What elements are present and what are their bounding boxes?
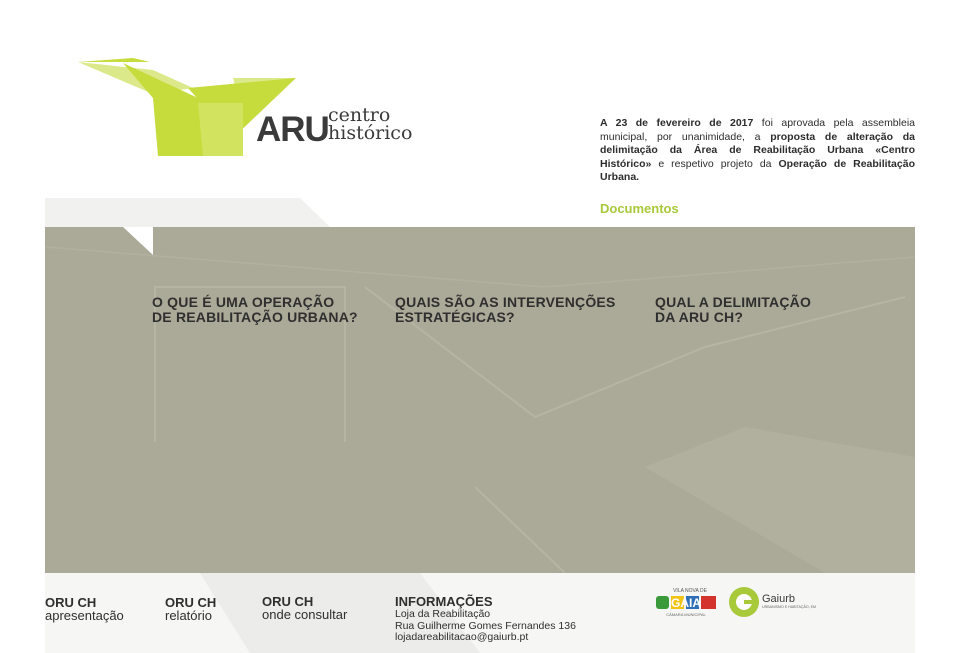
intro-text-2: e respetivo projeto da [651, 157, 779, 170]
footer-link-relatorio[interactable] [165, 596, 216, 623]
footer-link-title: ORU CH [262, 594, 314, 609]
gaiurb-logo-icon [727, 584, 827, 620]
question-delimitation-line1: QUAL A DELIMITAÇÃO [655, 294, 812, 310]
intro-text-1: foi aprovada pela assembleia municipal, por unanimidade, a [600, 117, 915, 143]
logo-aru-text: ARU [256, 110, 329, 149]
question-oru-line1: O QUE É UMA OPERAÇÃO [152, 294, 335, 310]
footer-link-title: ORU CH [165, 595, 217, 610]
info-shop-name: Loja da Reabilitação [395, 608, 491, 620]
gaia-name-text: GAIA [671, 596, 701, 610]
intro-paragraph [600, 117, 915, 185]
footer-link-subtitle: onde consultar [262, 607, 348, 622]
question-interventions-link[interactable] [395, 295, 625, 325]
gaia-logo[interactable] [652, 586, 722, 618]
intro-proposal: proposta de alteração da delimitação da Área de Reabilitação Urbana «Centro Histórico» [600, 130, 915, 170]
info-title: INFORMAÇÕES [395, 594, 493, 609]
documents-link[interactable]: Documentos [600, 201, 679, 216]
gaiurb-name-text: Gaiurb [762, 593, 796, 605]
logo-historico-text: histórico [328, 122, 413, 144]
question-oru-link[interactable] [152, 295, 382, 325]
footer-link-title: ORU CH [45, 595, 97, 610]
info-address: Rua Guilherme Gomes Fernandes 136 [395, 619, 576, 632]
intro-date: A 23 de fevereiro de 2017 [600, 117, 754, 129]
footer-link-subtitle: relatório [165, 608, 212, 623]
gaia-logo-icon [652, 586, 722, 618]
logo-centro-text: centro [328, 104, 391, 126]
gaiurb-logo[interactable] [727, 584, 827, 620]
question-interventions-line2: ESTRATÉGICAS? [395, 309, 515, 325]
gaia-bottom-text: CÂMARA MUNICIPAL [666, 612, 706, 617]
contact-info [395, 595, 576, 644]
footer-link-apresentacao[interactable] [45, 596, 124, 623]
aru-logo[interactable] [78, 58, 438, 163]
footer-link-onde-consultar[interactable] [262, 595, 347, 622]
question-interventions-line1: QUAIS SÃO AS INTERVENÇÕES [395, 294, 616, 310]
info-email[interactable]: lojadareabilitacao@gaiurb.pt [395, 631, 529, 643]
gaia-top-text: VILA NOVA DE [673, 588, 707, 594]
question-delimitation-line2: DA ARU CH? [655, 309, 744, 325]
question-delimitation-link[interactable] [655, 295, 885, 325]
intro-operation: Operação de Reabilitação Urbana. [600, 157, 915, 183]
main-panel [45, 227, 915, 573]
footer-link-subtitle: apresentação [45, 608, 124, 623]
gaiurb-sub-text: URBANISMO E HABITAÇÃO, EM [762, 605, 817, 609]
panel-pattern [45, 227, 915, 573]
question-oru-line2: DE REABILITAÇÃO URBANA? [152, 309, 358, 325]
